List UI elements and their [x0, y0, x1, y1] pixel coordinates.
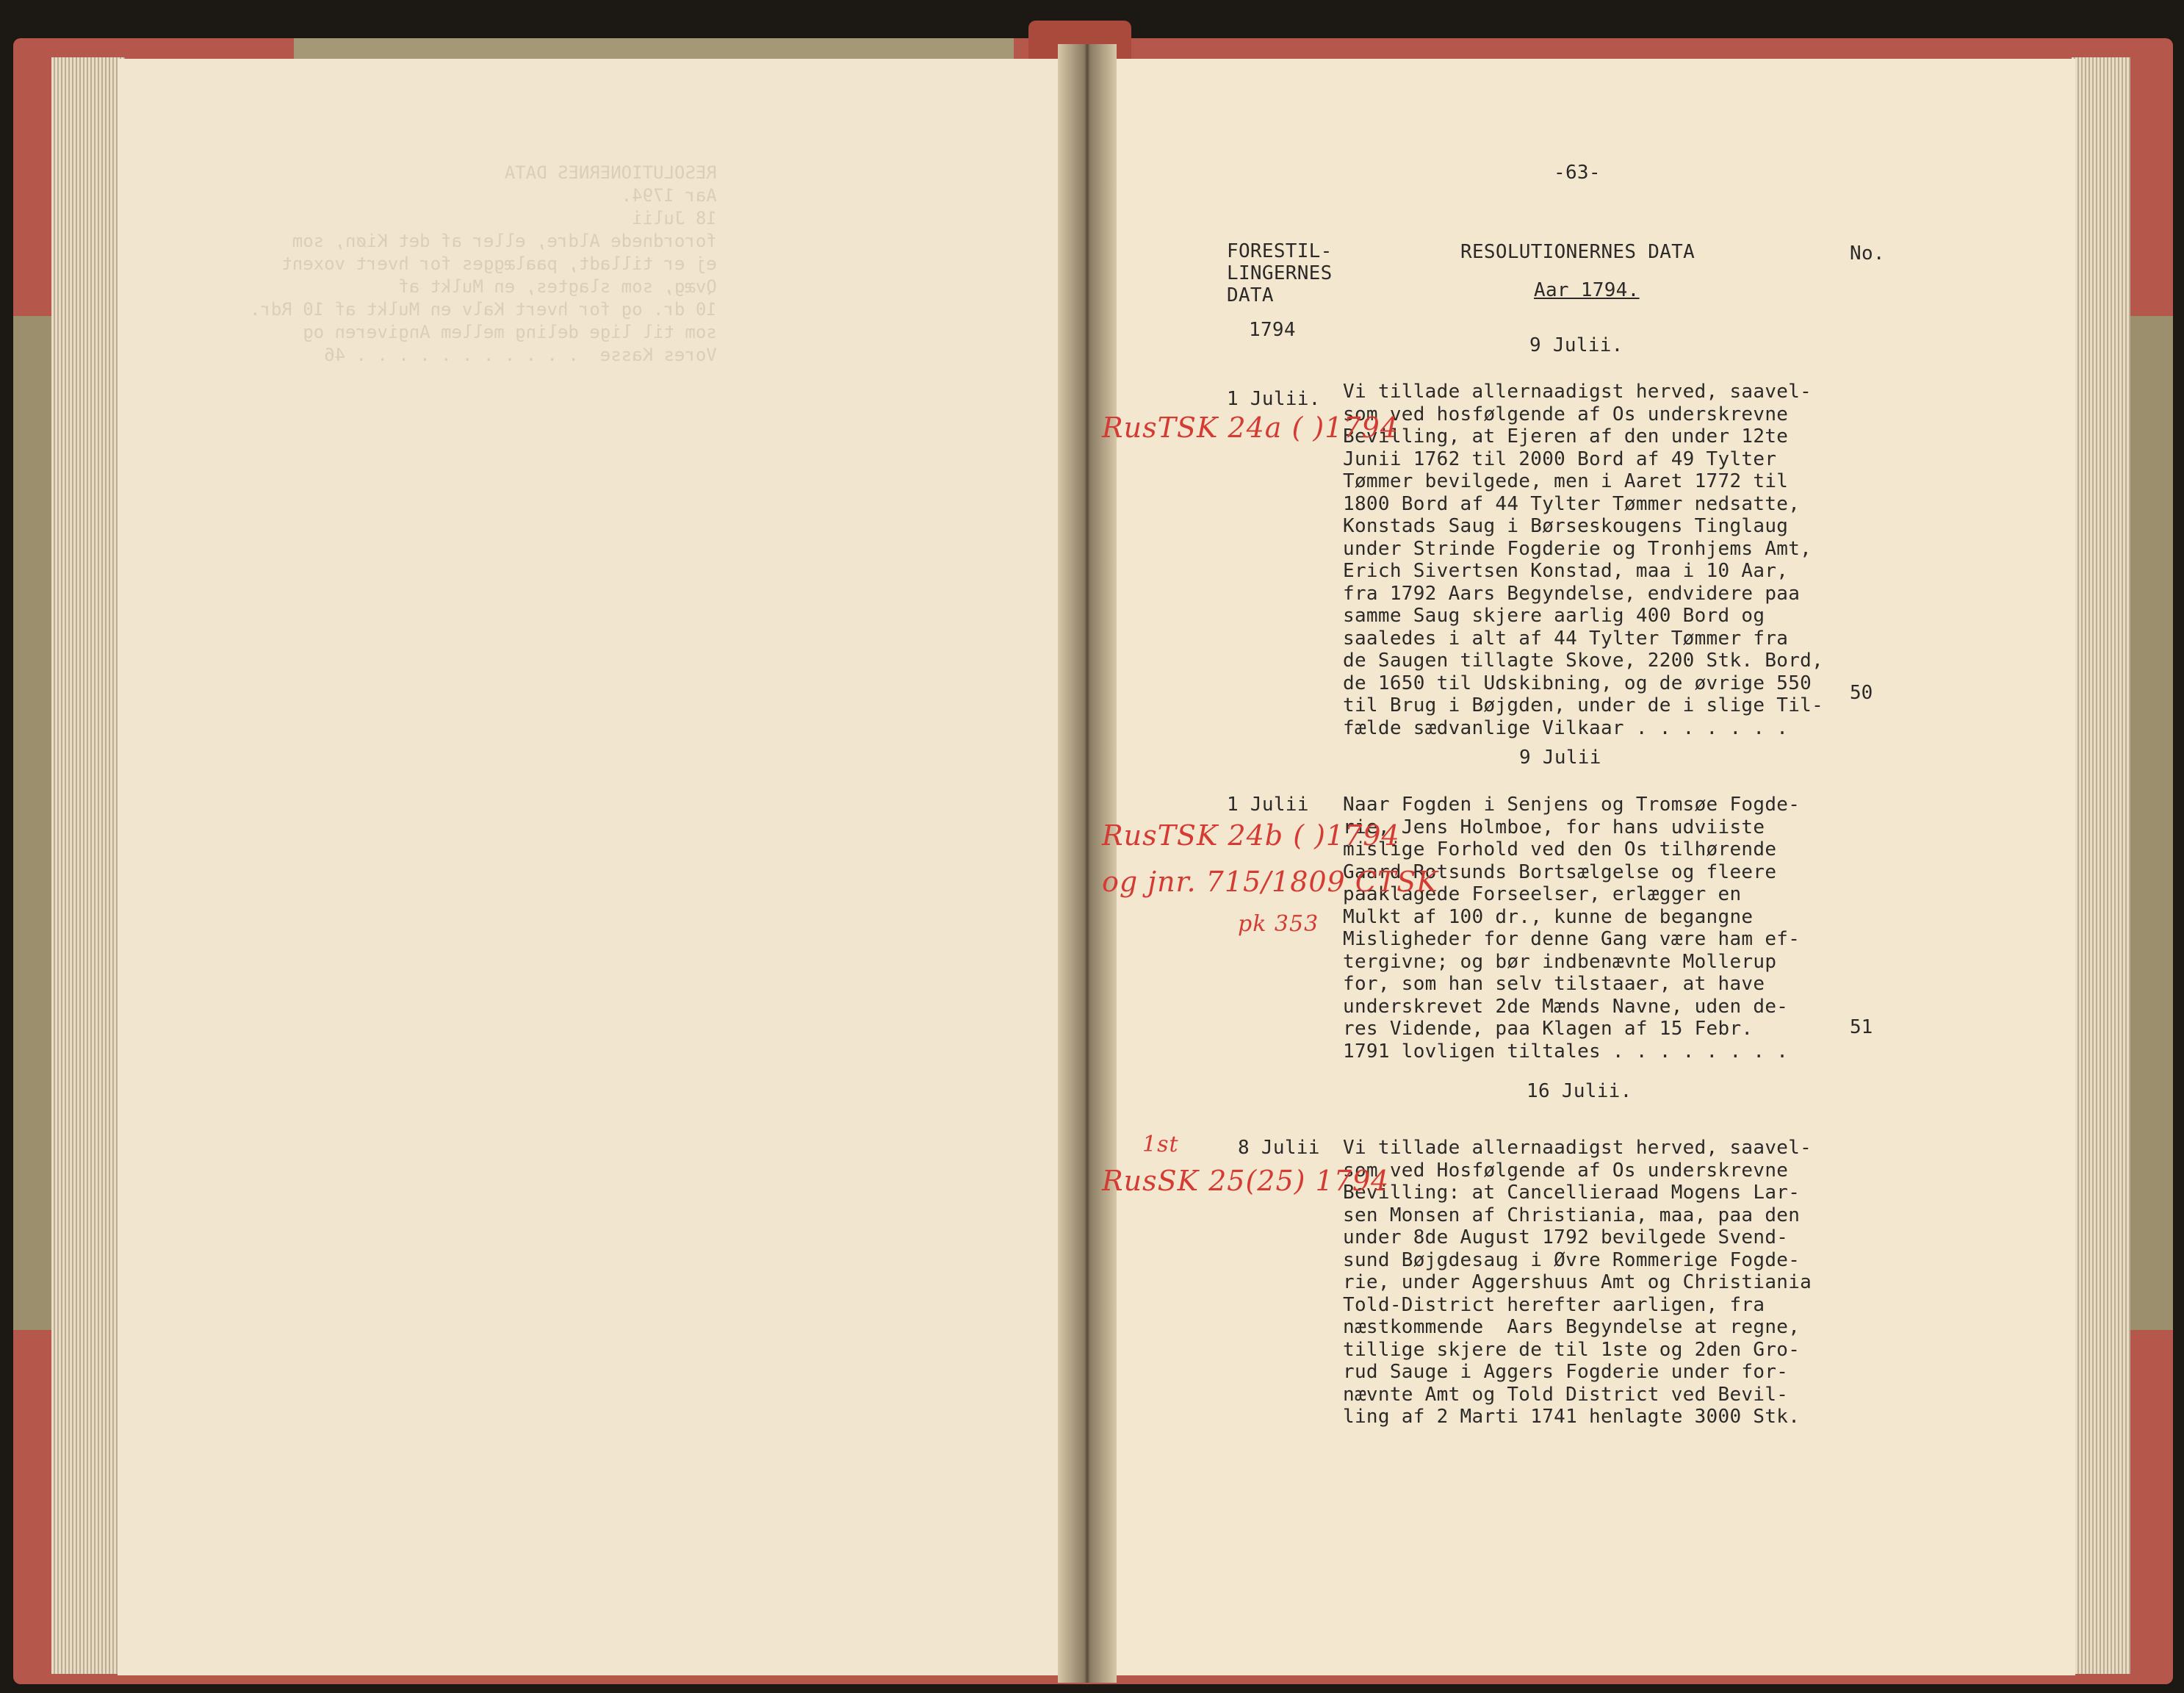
entry-forestilling-date: 8 Julii [1238, 1137, 1320, 1159]
entry-forestilling-date: 1 Julii [1227, 794, 1309, 816]
archive-annotation: og jnr. 715/1809 CTSK [1102, 866, 1438, 898]
archive-annotation: RusSK 25(25) 1794 [1102, 1165, 1390, 1197]
left-cloth-edge [13, 316, 57, 1330]
entry-date-heading: 16 Julii. [1527, 1080, 1632, 1102]
left-page-edges [51, 57, 125, 1674]
entry-number: 51 [1850, 1016, 1873, 1038]
archive-annotation: RusTSK 24a ( )1794 [1102, 411, 1399, 444]
forestilling-year: 1794 [1249, 319, 1296, 341]
page-number: -63- [1554, 162, 1601, 184]
entry-forestilling-date: 1 Julii. [1227, 388, 1321, 410]
entry-number: 50 [1850, 682, 1873, 704]
entry-date-heading: 9 Julii. [1529, 334, 1623, 356]
entry-text: Vi tillade allernaadigst herved, saavel- som ved Hosfølgende af Os underskrevne Bevilling: at Cancellieraad Mogens Lar- sen Monsen af Christiania, maa, paa den under 8de August 1792 bevilgede Svend- sund Bøjgdesaug i Øvre Rommerige Fogde- rie, under Aggershuus Amt og Christiania Told-District herefter aarligen, fra næstkommende Aars Begyndelse at regne, tillige skjere de til 1ste og 2den Gro- rud Sauge i Aggers Fogderie under for- nævnte Amt og Told District ved Bevil- ling af 2 Marti 1741 henlagte 3000 Stk. [1343, 1137, 1812, 1428]
entry-date-heading: 9 Julii [1519, 747, 1601, 769]
archive-annotation: 1st [1142, 1132, 1179, 1157]
left-page [118, 59, 1087, 1675]
left-page-bleed-text: RESOLUTIONERNES DATA Aar 1794. 18 Julii forordnede Aldre, eller af det Kiøn, som ej er tilladt, paalægges for hvert voxent Qvæg, som slagtes, en Mulkt af 10 dr. og for hvert Kalv en Mulkt af 10 Rdr. som til lige deling mellem Angiveren og Vores Kasse . . . . . . . . . . . 46 [250, 162, 717, 365]
book-gutter [1058, 44, 1117, 1683]
right-page-edges [2072, 57, 2130, 1674]
entry-text: Naar Fogden i Senjens og Tromsøe Fogde- rie, Jens Holmboe, for hans udviiste mislige Forhold ved den Os tilhørende Gaard Rotsunds Bortsælgelse og fleere paaklagede Forseelser, erlægger en Mulkt af 100 dr., kunne de begangne Misligheder for denne Gang være ham ef- tergivne; og bør indbenævnte Mollerup for, som han selv tilstaaer, at have underskrevet 2de Mænds Navne, uden de- res Vidende, paa Klagen af 15 Febr. 1791 lovligen tiltales . . . . . . . . [1343, 794, 1801, 1063]
resolutioner-header: RESOLUTIONERNES DATA [1460, 241, 1695, 263]
right-cloth-edge [2127, 316, 2173, 1330]
year-heading: Aar 1794. [1534, 279, 1640, 301]
number-header: No. [1850, 242, 1885, 265]
archive-annotation: RusTSK 24b ( )1794 [1102, 819, 1400, 852]
forestillinger-header: FORESTIL- LINGERNES DATA [1227, 240, 1333, 306]
entry-text: Vi tillade allernaadigst herved, saavel- som ved hosfølgende af Os underskrevne Bevilling, at Ejeren af den under 12te Junii 1762 til 2000 Bord af 49 Tylter Tømmer bevilgede, men i Aaret 1772 til 1800 Bord af 44 Tylter Tømmer nedsatte, Konstads Saug i Børseskougens Tinglaug under Strinde Fogderie og Tronhjems Amt, Erich Sivertsen Konstad, maa i 10 Aar, fra 1792 Aars Begyndelse, endvidere paa samme Saug skjere aarlig 400 Bord og saaledes i alt af 44 Tylter Tømmer fra de Saugen tillagte Skove, 2200 Stk. Bord, de 1650 til Udskibning, og de øvrige 550 til Brug i Bøjgden, under de i slige Til- fælde sædvanlige Vilkaar . . . . . . . [1343, 381, 1824, 739]
archive-annotation: pk 353 [1238, 911, 1319, 937]
